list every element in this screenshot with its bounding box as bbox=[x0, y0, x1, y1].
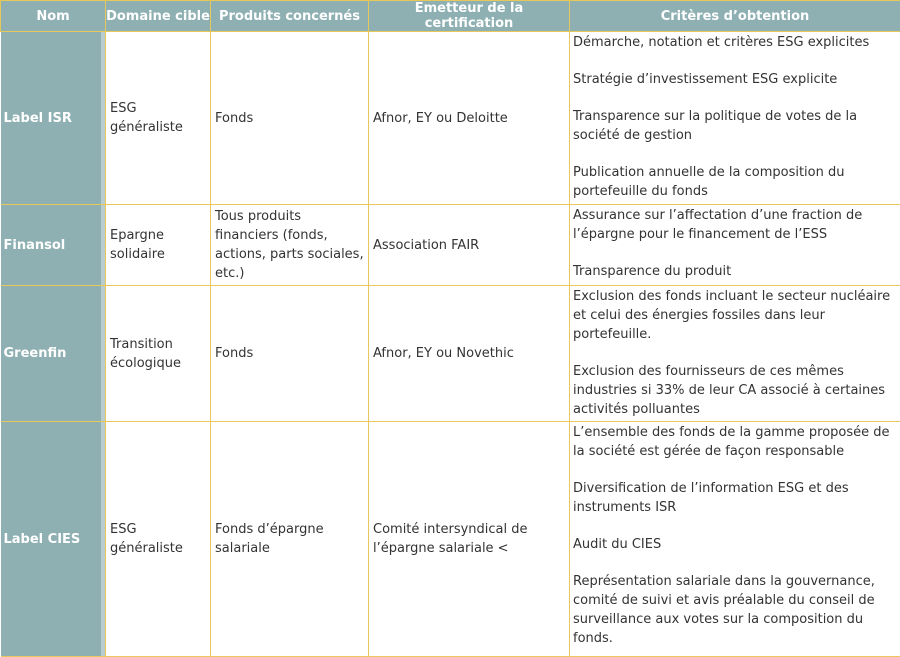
table-row bbox=[1, 32, 900, 205]
row-domaine: Epargne solidaire bbox=[106, 205, 211, 286]
row-domaine: ESG généraliste bbox=[106, 422, 211, 657]
row-emetteur: Afnor, EY ou Deloitte bbox=[369, 32, 570, 205]
header-nom: Nom bbox=[1, 1, 106, 32]
row-domaine: ESG généraliste bbox=[106, 32, 211, 205]
row-produits: Tous produits financiers (fonds, actions, parts sociales, etc.) bbox=[211, 205, 369, 286]
criterion: Transparence sur la politique de votes de la société de gestion bbox=[573, 107, 900, 145]
header-row bbox=[1, 1, 900, 32]
row-produits: Fonds bbox=[211, 286, 369, 422]
table-row bbox=[1, 205, 900, 286]
criterion: L’ensemble des fonds de la gamme proposée de la société est gérée de façon responsable bbox=[573, 423, 900, 461]
table-row bbox=[1, 286, 900, 422]
row-produits: Fonds d’épargne salariale bbox=[211, 422, 369, 657]
header-domaine-cible: Domaine cible bbox=[106, 1, 211, 32]
header-emetteur: Emetteur de la certification bbox=[369, 1, 570, 32]
criterion: Assurance sur l’affectation d’une fraction de l’épargne pour le financement de l’ESS bbox=[573, 206, 900, 244]
row-produits: Fonds bbox=[211, 32, 369, 205]
row-name: Finansol bbox=[1, 205, 106, 286]
row-name: Label ISR bbox=[1, 32, 106, 205]
criterion: Stratégie d’investissement ESG explicite bbox=[573, 70, 900, 89]
criterion: Audit du CIES bbox=[573, 535, 900, 554]
row-name: Greenfin bbox=[1, 286, 106, 422]
row-criteres bbox=[570, 32, 900, 205]
table-row bbox=[1, 422, 900, 657]
row-domaine: Transition écologique bbox=[106, 286, 211, 422]
header-produits-concernes: Produits concernés bbox=[211, 1, 369, 32]
row-criteres bbox=[570, 205, 900, 286]
criterion: Publication annuelle de la composition du portefeuille du fonds bbox=[573, 163, 900, 201]
criterion: Diversification de l’information ESG et des instruments ISR bbox=[573, 479, 900, 517]
row-name: Label CIES bbox=[1, 422, 106, 657]
criterion: Démarche, notation et critères ESG explicites bbox=[573, 33, 900, 52]
row-emetteur: Afnor, EY ou Novethic bbox=[369, 286, 570, 422]
row-criteres bbox=[570, 422, 900, 657]
criterion: Exclusion des fonds incluant le secteur nucléaire et celui des énergies fossiles dans leur portefeuille. bbox=[573, 287, 900, 344]
criterion: Transparence du produit bbox=[573, 262, 900, 281]
row-criteres bbox=[570, 286, 900, 422]
criterion: Représentation salariale dans la gouvernance, comité de suivi et avis préalable du conseil de surveillance aux votes sur la composition du fonds. bbox=[573, 572, 900, 648]
header-criteres: Critères d’obtention bbox=[570, 1, 900, 32]
row-emetteur: Association FAIR bbox=[369, 205, 570, 286]
row-emetteur: Comité intersyndical de l’épargne salariale < bbox=[369, 422, 570, 657]
criterion: Exclusion des fournisseurs de ces mêmes industries si 33% de leur CA associé à certaines activités polluantes bbox=[573, 362, 900, 419]
